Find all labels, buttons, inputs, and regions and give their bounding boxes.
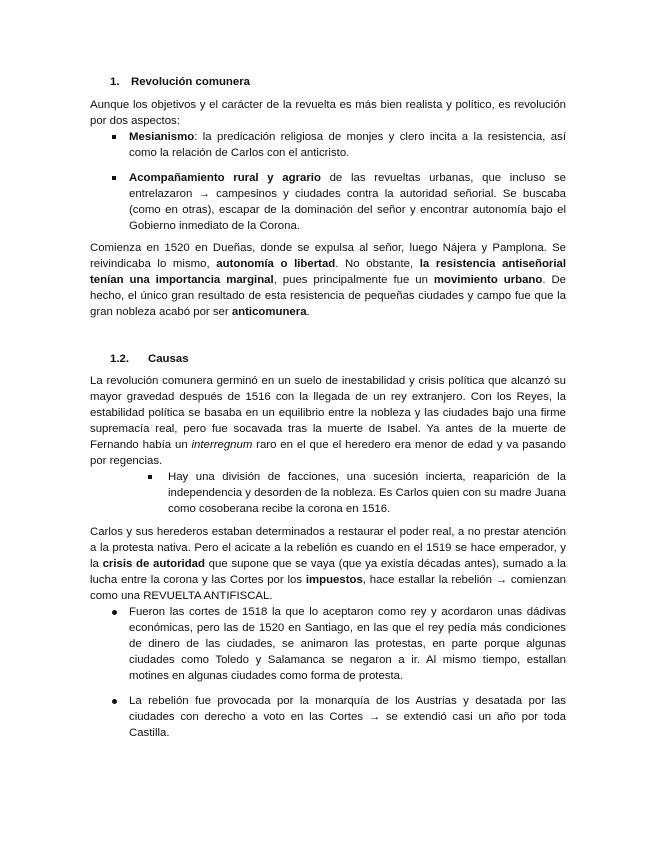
list-item: Mesianismo: la predicación religiosa de monjes y clero incita a la resistencia, así como la relación de Carlos con el anticristo.: [90, 129, 566, 161]
intro-paragraph: Aunque los objetivos y el carácter de la revuelta es más bien realista y político, es revolución por dos aspectos:: [90, 99, 566, 127]
section-heading: [110, 74, 566, 90]
body-paragraph: Comienza en 1520 en Dueñas, donde se expulsa al señor, luego Nájera y Pamplona. Se reivindicaba lo mismo, autonomía o libertad. No obstante, la resistencia antiseñorial tenían una importancia marginal, pues principalmente fue un movimiento urbano. De hecho, el único gran resultado de esta resistencia de pequeñas ciudades y campo fue que la gran nobleza acabó por ser anticomunera.: [90, 242, 566, 318]
body-paragraph: Carlos y sus herederos estaban determinados a restaurar el poder real, a no prestar atención a la protesta nativa. Pero el acicate a la rebelión es cuando en el 1519 se hace emperador, y la crisis de autoridad que supone que se vaya (que ya existía décadas antes), sumado a la lucha entre la corona y las Cortes por los impuestos, hace estallar la rebelión → comienzan como una REVUELTA ANTIFISCAL.: [90, 526, 566, 602]
document-page: [90, 74, 566, 741]
subsection-title: Causas: [148, 353, 189, 365]
aspects-list: [90, 129, 566, 234]
subsection-heading: [110, 351, 566, 367]
events-list: [90, 604, 566, 741]
causes-list: [90, 469, 566, 517]
list-item: La rebelión fue provocada por la monarquía de los Austrias y desatada por las ciudades con derecho a voto en las Cortes → se extendió casi un año por toda Castilla.: [90, 693, 566, 741]
list-item: Fueron las cortes de 1518 la que lo aceptaron como rey y acordaron unas dádivas económicas, pero las de 1520 en Santiago, en las que el rey pedía más condiciones de dinero de las ciudades, se animaron las protestas, en parte porque algunas ciudades como Toledo y Salamanca se negaron a ir. Al mismo tiempo, estallan motines en algunas ciudades como forma de protesta.: [90, 604, 566, 684]
subsection-number: 1.2.: [110, 353, 129, 365]
list-item: Hay una división de facciones, una sucesión incierta, reaparición de la independencia y desorden de la nobleza. Es Carlos quien con su madre Juana como cosoberana recibe la corona en 1516.: [90, 469, 566, 517]
body-paragraph: La revolución comunera germinó en un suelo de inestabilidad y crisis política que alcanzó su mayor gravedad después de 1516 con la llegada de un rey extranjero. Con los Reyes, la estabilidad política se basaba en un equilibrio entre la nobleza y las ciudades bajo una firme supremacía real, pero fue socavada tras la muerte de Isabel. Ya antes de la muerte de Fernando había un interregnum raro en el que el heredero era menor de edad y va pasando por regencias.: [90, 375, 566, 467]
list-item: Acompañamiento rural y agrario de las revueltas urbanas, que incluso se entrelazaron → campesinos y ciudades contra la autoridad señorial. Se buscaba (como en otras), escapar de la dominación del señor y encontrar autonomía bajo el Gobierno inmediato de la Corona.: [90, 170, 566, 234]
section-title: Revolución comunera: [131, 76, 250, 88]
section-number: 1.: [110, 76, 120, 88]
